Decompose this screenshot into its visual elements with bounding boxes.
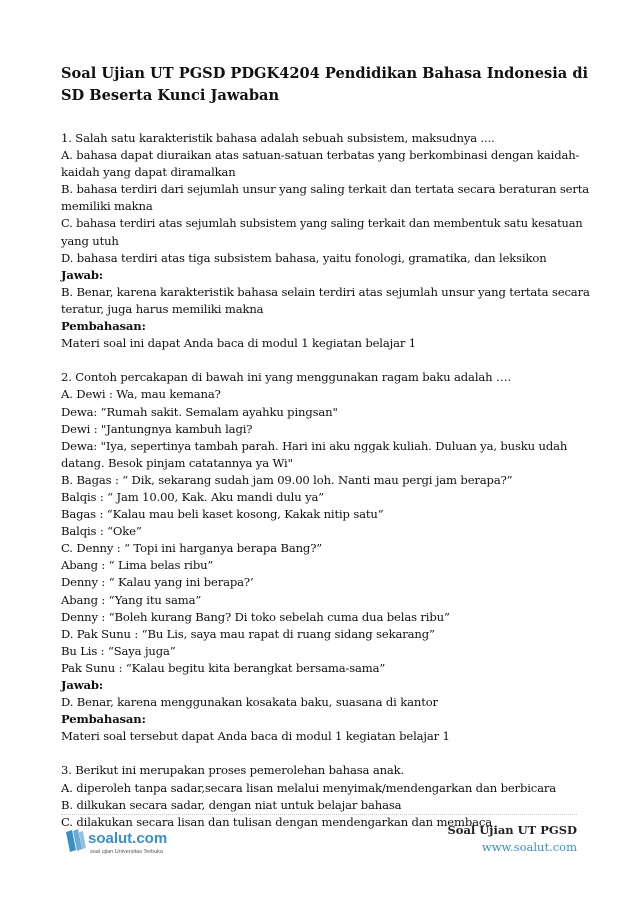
text-line: yang utuh [61, 233, 119, 248]
text-line: D. bahasa terdiri atas tiga subsistem bahasa, yaitu fonologi, gramatika, dan leksikon [61, 250, 547, 265]
text-line: Dewa: “Rumah sakit. Semalam ayahku pingsan" [61, 404, 338, 419]
blank-line [61, 352, 591, 369]
footer-divider [61, 814, 577, 815]
text-line: 3. Berikut ini merupakan proses pemerolehan bahasa anak. [61, 763, 405, 778]
section-heading: Jawab: [61, 678, 103, 692]
text-line: Materi soal tersebut dapat Anda baca di modul 1 kegiatan belajar 1 [61, 729, 450, 744]
text-line: Pak Sunu : “Kalau begitu kita berangkat bersama-sama” [61, 660, 386, 675]
blank-line [61, 745, 591, 762]
text-line: Denny : “Boleh kurang Bang? Di toko sebelah cuma dua belas ribu” [61, 609, 450, 624]
text-line: teratur, juga harus memiliki makna [61, 301, 264, 316]
text-line: B. Benar, karena karakteristik bahasa selain terdiri atas sejumlah unsur yang tertata secara [61, 284, 590, 299]
text-line: B. bahasa terdiri dari sejumlah unsur yang saling terkait dan tertata secara beraturan serta [61, 182, 590, 197]
book-stack-icon [64, 826, 204, 856]
text-line: C. dilakukan secara lisan dan tulisan dengan mendengarkan dan membaca [61, 814, 492, 829]
text-line: C. bahasa terdiri atas sejumlah subsistem yang saling terkait dan membentuk satu kesatuan [61, 216, 583, 231]
section-heading: Pembahasan: [61, 712, 146, 727]
text-line: A. Dewi : Wa, mau kemana? [61, 387, 221, 402]
text-line: C. Denny : “ Topi ini harganya berapa Bang?” [61, 541, 323, 556]
text-line: kaidah yang dapat diramalkan [61, 165, 236, 180]
text-line: Abang : “Yang itu sama” [61, 592, 202, 607]
document-title: Soal Ujian UT PGSD PDGK4204 Pendidikan Bahasa Indonesia di SD Beserta Kunci Jawaban [61, 65, 589, 104]
text-line: Abang : “ Lima belas ribu” [61, 558, 214, 573]
footer-title: Soal Ujian UT PGSD [447, 823, 577, 837]
text-line: Dewi : "Jantungnya kambuh lagi? [61, 421, 253, 436]
footer-info [447, 822, 577, 856]
text-line: Denny : “ Kalau yang ini berapa?’ [61, 575, 254, 590]
text-line: Balqis : “Oke” [61, 524, 142, 539]
text-line: 1. Salah satu karakteristik bahasa adalah sebuah subsistem, maksudnya .... [61, 131, 495, 145]
text-line: D. Benar, karena menggunakan kosakata baku, suasana di kantor [61, 695, 438, 710]
text-line: Balqis : “ Jam 10.00, Kak. Aku mandi dulu ya” [61, 489, 325, 504]
section-heading: Jawab: [61, 267, 103, 282]
document-body [61, 130, 591, 831]
text-line: B. Bagas : “ Dik, sekarang sudah jam 09.00 loh. Nanti mau pergi jam berapa?” [61, 472, 513, 487]
text-line: Materi soal ini dapat Anda baca di modul 1 kegiatan belajar 1 [61, 336, 416, 351]
text-line: B. dilkukan secara sadar, dengan niat untuk belajar bahasa [61, 797, 402, 812]
text-line: A. diperoleh tanpa sadar,secara lisan melalui menyimak/mendengarkan dan berbicara [61, 780, 557, 795]
text-line: Dewa: "Iya, sepertinya tambah parah. Hari ini aku nggak kuliah. Duluan ya, busku udah [61, 438, 568, 453]
text-line: datang. Besok pinjam catatannya ya Wi" [61, 455, 293, 470]
section-heading: Pembahasan: [61, 319, 146, 334]
text-line: A. bahasa dapat diuraikan atas satuan-satuan terbatas yang berkombinasi dengan kaidah- [61, 148, 580, 163]
soalut-logo [64, 826, 204, 856]
logo-tagline: soal ujian Universitas Terbuka [90, 849, 163, 855]
text-line: 2. Contoh percakapan di bawah ini yang menggunakan ragam baku adalah …. [61, 370, 511, 385]
text-line: D. Pak Sunu : “Bu Lis, saya mau rapat di ruang sidang sekarang” [61, 626, 435, 641]
logo-text: soalut.com [88, 830, 168, 847]
footer-url-link[interactable]: www.soalut.com [481, 840, 577, 854]
text-line: memiliki makna [61, 199, 153, 214]
text-line: Bagas : “Kalau mau beli kaset kosong, Kakak nitip satu” [61, 507, 384, 522]
text-line: Bu Lis : “Saya juga” [61, 643, 176, 658]
